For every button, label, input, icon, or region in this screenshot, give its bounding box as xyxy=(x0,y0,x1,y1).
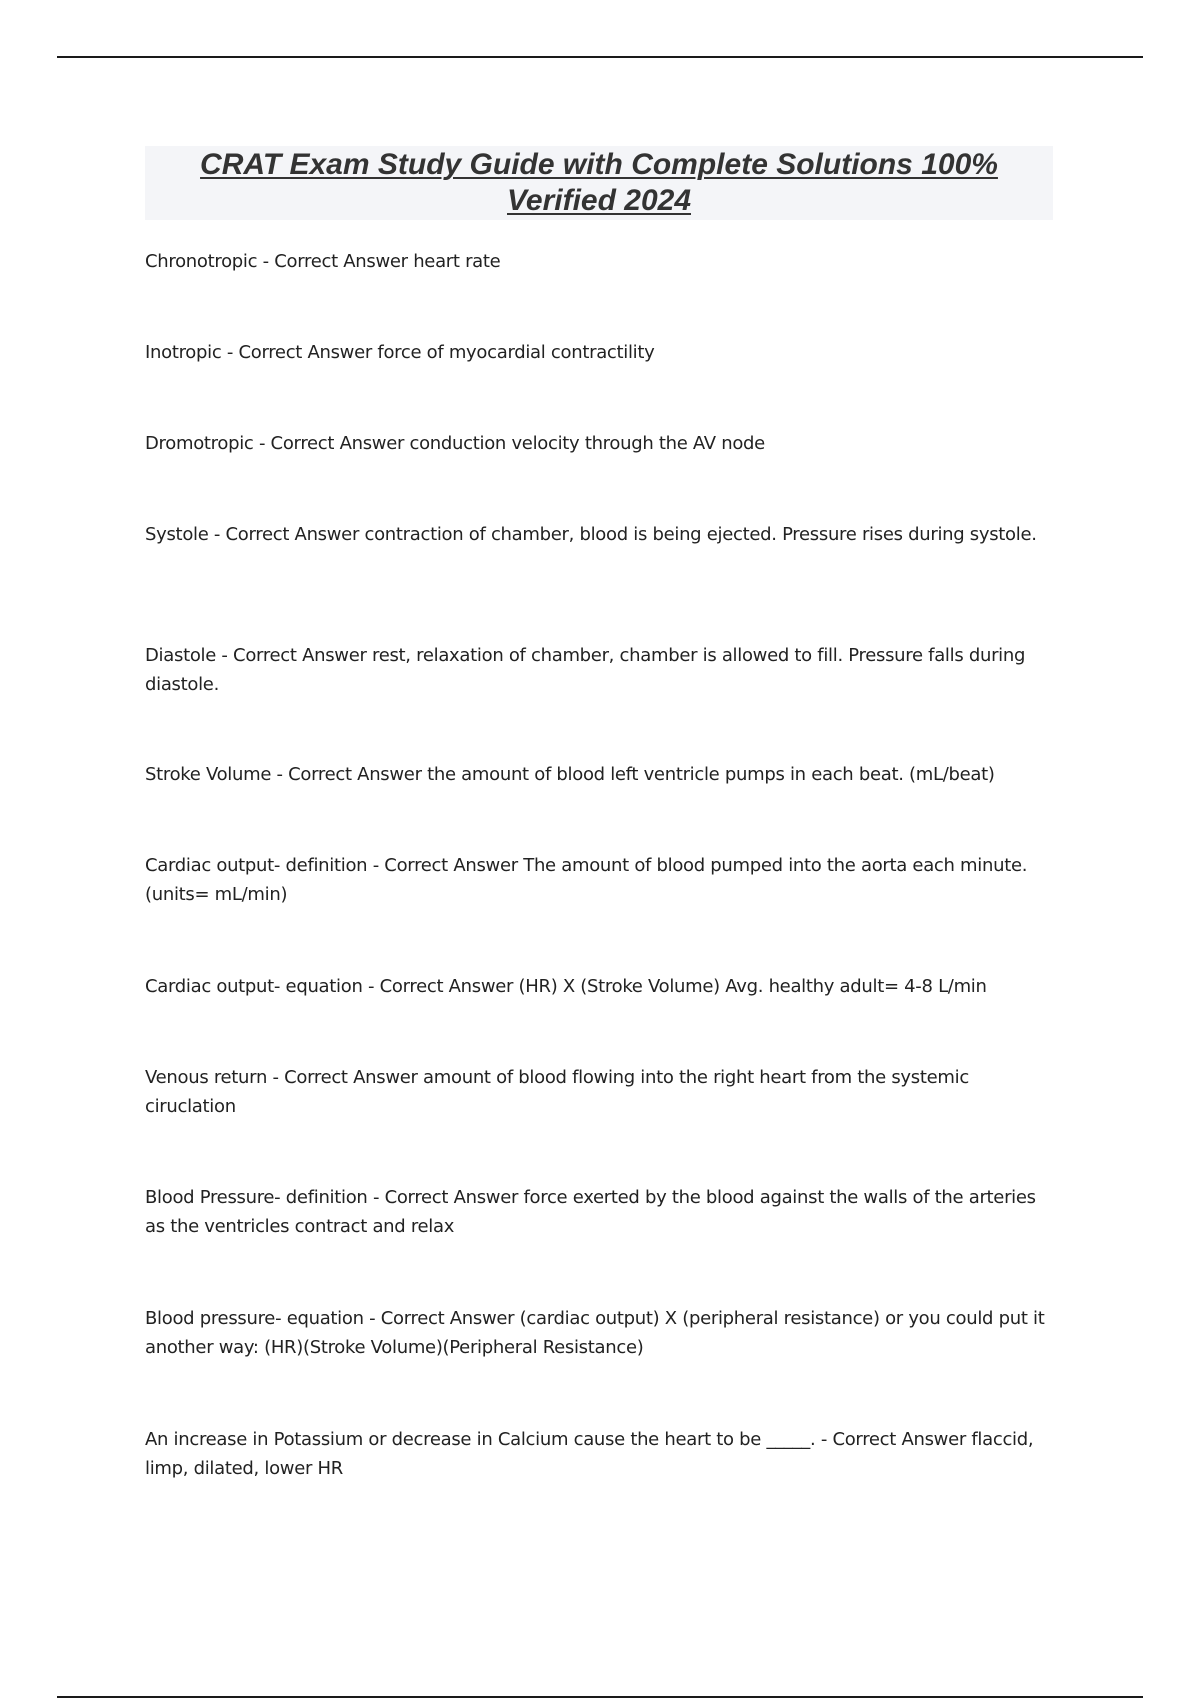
qa-entry-dromotropic: Dromotropic - Correct Answer conduction velocity through the AV node xyxy=(145,433,765,454)
qa-entry-systole: Systole - Correct Answer contraction of chamber, blood is being ejected. Pressure rises during systole. xyxy=(145,524,1037,545)
qa-entry-stroke-volume: Stroke Volume - Correct Answer the amount of blood left ventricle pumps in each beat. (mL/beat) xyxy=(145,764,995,785)
top-divider xyxy=(57,56,1143,58)
document-title: CRAT Exam Study Guide with Complete Solutions 100% Verified 2024 xyxy=(200,148,998,217)
qa-entry-cardiac-output-equation: Cardiac output- equation - Correct Answer (HR) X (Stroke Volume) Avg. healthy adult= 4-8 L/min xyxy=(145,976,987,997)
qa-entry-cardiac-output-definition: Cardiac output- definition - Correct Answer The amount of blood pumped into the aorta each minute. (units= mL/min) xyxy=(145,855,1028,905)
qa-entry-blood-pressure-definition: Blood Pressure- definition - Correct Answer force exerted by the blood against the walls of the arteries as the ventricles contract and relax xyxy=(145,1187,1036,1237)
qa-entry-inotropic: Inotropic - Correct Answer force of myocardial contractility xyxy=(145,342,655,363)
qa-entry-potassium-calcium: An increase in Potassium or decrease in Calcium cause the heart to be _____. - Correct Answer flaccid, limp, dilated, lower HR xyxy=(145,1429,1034,1479)
qa-entry-chronotropic: Chronotropic - Correct Answer heart rate xyxy=(145,251,501,272)
title-banner xyxy=(145,146,1053,220)
qa-entry-blood-pressure-equation: Blood pressure- equation - Correct Answer (cardiac output) X (peripheral resistance) or you could put it another way: (HR)(Stroke Volume)(Peripheral Resistance) xyxy=(145,1308,1045,1358)
bottom-divider xyxy=(57,1696,1143,1698)
qa-entry-diastole: Diastole - Correct Answer rest, relaxation of chamber, chamber is allowed to fill. Pressure falls during diastole. xyxy=(145,645,1026,695)
qa-entry-venous-return: Venous return - Correct Answer amount of blood flowing into the right heart from the systemic ciruclation xyxy=(145,1067,969,1117)
